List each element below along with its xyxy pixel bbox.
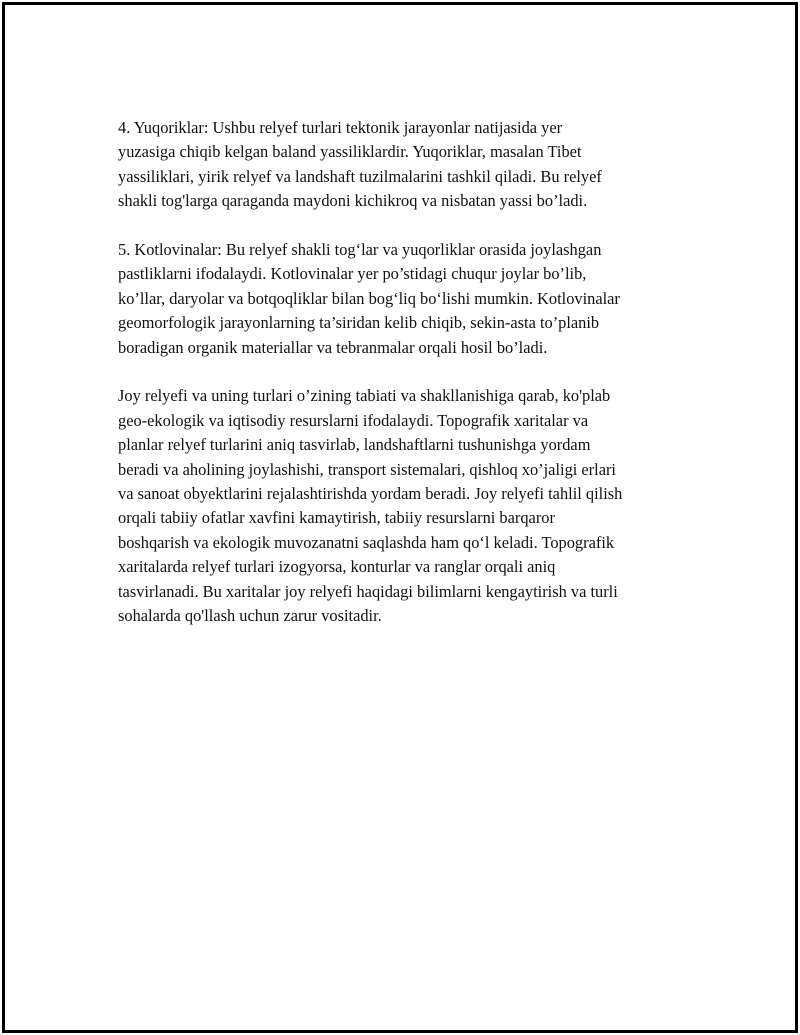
text-line: xaritalarda relyef turlari izogyorsa, konturlar va ranglar orqali aniq bbox=[118, 557, 556, 577]
text-line: 5. Kotlovinalar: Bu relyef shakli tog‘lar va yuqorliklar orasida joylashgan bbox=[118, 240, 602, 260]
paragraph-kotlovinalar bbox=[118, 238, 688, 360]
text-line: boradigan organik materiallar va tebranmalar orqali hosil bo’ladi. bbox=[118, 337, 548, 357]
text-line: ko’llar, daryolar va botqoqliklar bilan bog‘liq bo‘lishi mumkin. Kotlovinalar bbox=[118, 288, 620, 308]
text-line: pastliklarni ifodalaydi. Kotlovinalar yer po’stidagi chuqur joylar bo’lib, bbox=[118, 264, 587, 284]
text-line: yassiliklari, yirik relyef va landshaft tuzilmalarini tashkil qiladi. Bu relyef bbox=[118, 166, 602, 186]
text-line: boshqarish va ekologik muvozanatni saqlashda ham qo‘l keladi. Topografik bbox=[118, 532, 615, 552]
text-line: va sanoat obyektlarini rejalashtirishda yordam beradi. Joy relyefi tahlil qilish bbox=[118, 484, 623, 504]
text-line: geo-ekologik va iqtisodiy resurslarni ifodalaydi. Topografik xaritalar va bbox=[118, 410, 589, 430]
text-line: beradi va aholining joylashishi, transport sistemalari, qishloq xo’jaligi erlari bbox=[118, 459, 616, 479]
text-line: orqali tabiiy ofatlar xavfini kamaytirish, tabiiy resurslarni barqaror bbox=[118, 508, 555, 528]
text-line: Joy relyefi va uning turlari o’zining tabiati va shakllanishiga qarab, ko'plab bbox=[118, 386, 611, 406]
text-line: sohalarda qo'llash uchun zarur vositadir. bbox=[118, 606, 382, 626]
text-line: shakli tog'larga qaraganda maydoni kichikroq va nisbatan yassi bo’ladi. bbox=[118, 191, 588, 211]
document-body bbox=[118, 116, 688, 653]
text-line: yuzasiga chiqib kelgan baland yassiliklardir. Yuqoriklar, masalan Tibet bbox=[118, 142, 582, 162]
text-line: planlar relyef turlarini aniq tasvirlab, landshaftlarni tushunishga yordam bbox=[118, 435, 591, 455]
text-line: tasvirlanadi. Bu xaritalar joy relyefi haqidagi bilimlarni kengaytirish va turli bbox=[118, 581, 618, 601]
paragraph-yuqoriklar bbox=[118, 116, 688, 214]
paragraph-joy-relyefi bbox=[118, 384, 688, 628]
text-line: 4. Yuqoriklar: Ushbu relyef turlari tektonik jarayonlar natijasida yer bbox=[118, 118, 563, 137]
text-line: geomorfologik jarayonlarning ta’siridan kelib chiqib, sekin-asta to’planib bbox=[118, 313, 600, 333]
